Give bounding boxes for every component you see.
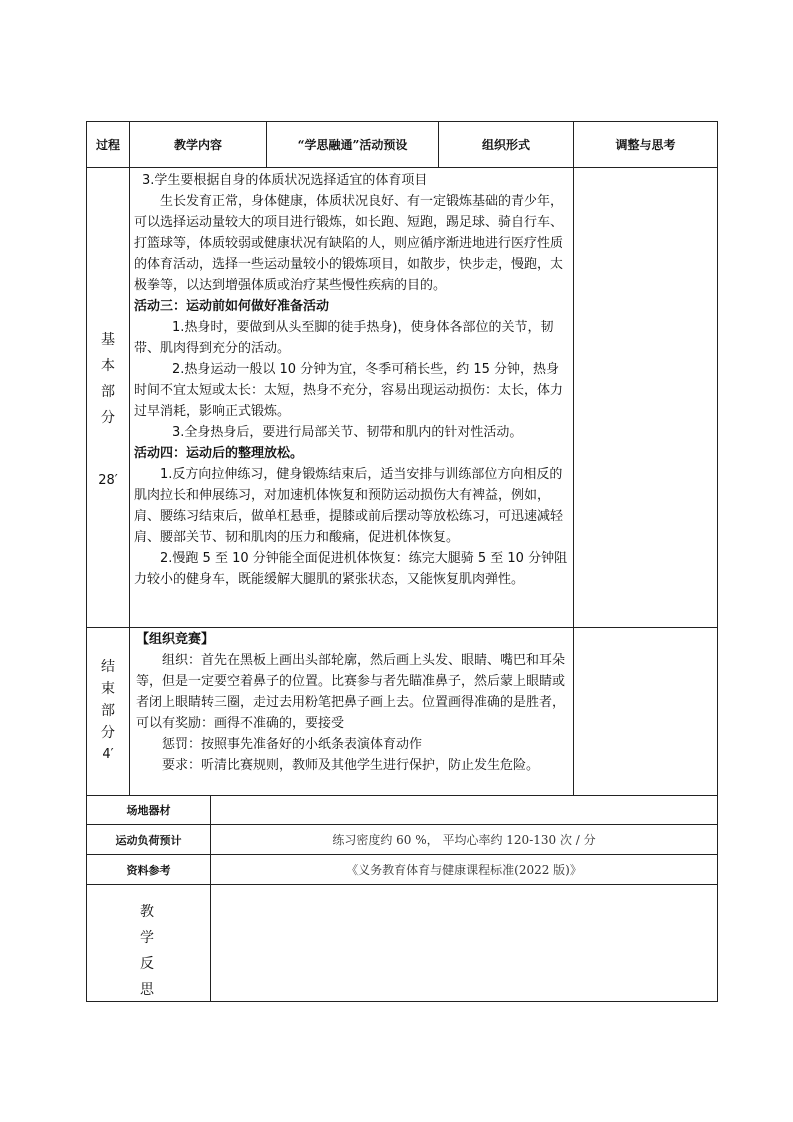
content-paragraph: 惩罚：按照事先准备好的小纸条表演体育动作 bbox=[162, 737, 423, 752]
ending-section-time: 4′ bbox=[102, 747, 114, 762]
content-paragraph: 组织：首先在黑板上画出头部轮廓，然后画上头发、眼睛、嘴巴和耳朵等，但是一定要空着鼻子的位置。比赛参与者先瞄准鼻子，然后蒙上眼睛或者闭上眼睛转三圈，走过去用粉笔把鼻子画上去。位置画得准确的是胜者，可以有奖励：画得不准确的，要接受 bbox=[136, 653, 566, 731]
ending-section-label bbox=[87, 656, 129, 766]
teaching-reflection-label bbox=[126, 899, 168, 1003]
activity-heading: 活动三：运动前如何做好准备活动 bbox=[134, 299, 330, 314]
reflection-label-char: 学 bbox=[140, 930, 154, 946]
content-paragraph: 3.全身热身后，要进行局部关节、韧带和肌内的针对性活动。 bbox=[172, 425, 523, 440]
header-preset: “学思融通”活动预设 bbox=[297, 138, 408, 152]
content-paragraph: 2.热身运动一般以 10 分钟为宜，冬季可稍长些，约 15 分钟，热身时间不宜太短或太长：太短，热身不充分，容易出现运动损伤：太长，体力过早消耗，影响正式锻炼。 bbox=[134, 362, 564, 419]
teaching-reflection-area bbox=[211, 885, 717, 1001]
content-paragraph: 要求：听清比赛规则，教师及其他学生进行保护，防止发生危险。 bbox=[162, 758, 540, 773]
basic-section-time: 28′ bbox=[98, 473, 118, 488]
ending-label-char: 结 bbox=[101, 659, 115, 675]
load-value: 练习密度约 60 %， 平均心率约 120-130 次 / 分 bbox=[332, 833, 596, 847]
competition-heading: 【组织竞赛】 bbox=[136, 632, 215, 647]
ending-section-content bbox=[136, 629, 568, 776]
header-organization: 组织形式 bbox=[481, 138, 530, 152]
header-content: 教学内容 bbox=[173, 138, 222, 152]
header-reflection: 调整与思考 bbox=[615, 138, 676, 152]
grid-line bbox=[573, 121, 574, 796]
content-paragraph: 2.慢跑 5 至 10 分钟能全面促进机体恢复：练完大腿骑 5 至 10 分钟阻力较小的健身车，既能缓解大腿肌的紧张状态，又能恢复肌肉弹性。 bbox=[134, 551, 568, 587]
basic-label-char: 分 bbox=[101, 410, 115, 426]
basic-label-char: 基 bbox=[101, 332, 115, 348]
ending-label-char: 部 bbox=[101, 703, 115, 719]
header-process: 过程 bbox=[95, 138, 120, 152]
content-paragraph: 生长发育正常，身体健康，体质状况良好、有一定锻炼基础的青少年，可以选择运动量较大的项目进行锻炼，如长跑、短跑，踢足球、骑自行车、打篮球等，体质较弱或健康状况有缺陷的人，则应循序渐进地进行医疗性质的体育活动，选择一些运动量较小的锻炼项目，如散步，快步走，慢跑，太极拳等，以达到增强体质或治疗某些慢性疾病的目的。 bbox=[134, 194, 564, 293]
reflection-label-char: 思 bbox=[140, 982, 154, 998]
grid-line bbox=[129, 121, 130, 796]
basic-section-label bbox=[87, 327, 129, 431]
reflection-label-char: 教 bbox=[140, 904, 154, 920]
grid-line bbox=[717, 121, 718, 1002]
basic-label-char: 部 bbox=[101, 384, 115, 400]
reference-value: 《义务教育体育与健康课程标准(2022 版)》 bbox=[346, 863, 582, 877]
content-paragraph: 1.热身时，要做到从头至脚的徒手热身)，使身体各部位的关节，韧带、肌肉得到充分的活动。 bbox=[134, 320, 554, 356]
load-label: 运动负荷预计 bbox=[115, 833, 182, 847]
grid-line bbox=[86, 1001, 718, 1002]
ending-label-char: 分 bbox=[101, 725, 115, 741]
reflection-label-char: 反 bbox=[140, 956, 154, 972]
grid-line bbox=[86, 627, 718, 628]
basic-section-content bbox=[134, 170, 568, 590]
activity-heading: 活动四：运动后的整理放松。 bbox=[134, 446, 304, 461]
basic-label-char: 本 bbox=[101, 358, 115, 374]
venue-label: 场地器材 bbox=[126, 804, 171, 817]
venue-value bbox=[211, 796, 717, 824]
ending-label-char: 束 bbox=[101, 681, 115, 697]
grid-line bbox=[86, 167, 718, 168]
reference-label: 资料参考 bbox=[126, 863, 171, 877]
content-paragraph: 1.反方向拉伸练习，健身锻炼结束后，适当安排与训练部位方向相反的肌肉拉长和伸展练习，对加速机体恢复和预防运动损伤大有裨益，例如，肩、腰练习结束后，做单杠悬垂，提膝或前后摆动等放松练习，可迅速减轻肩、腰部关节、韧和肌肉的压力和酸痛，促进机体恢复。 bbox=[134, 467, 564, 545]
content-paragraph: 3.学生要根据自身的体质状况选择适宜的体育项目 bbox=[142, 173, 428, 188]
